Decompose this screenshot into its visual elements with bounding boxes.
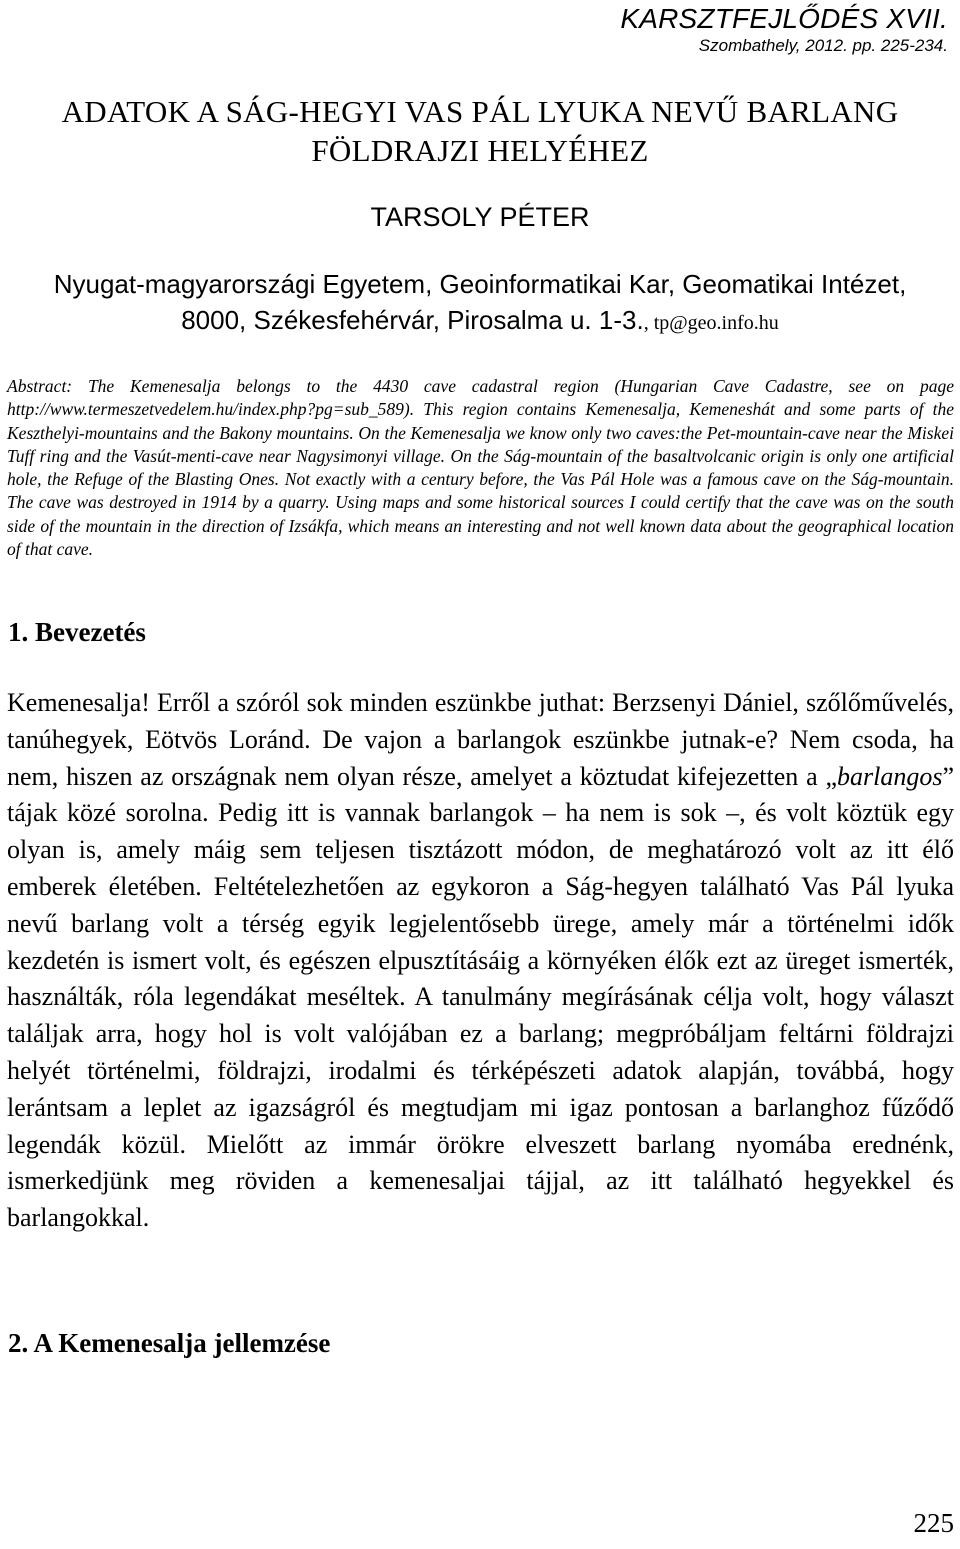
abstract-part-2: On the Kemenesalja we know only two caves:the Pet-mountain-cave near the Miskei Tuff ring and the Vasút-menti-cave near Nagysimonyi village. <box>7 422 954 466</box>
section-heading-introduction: 1. Bevezetés <box>8 617 146 647</box>
author-affiliation <box>0 266 960 341</box>
paragraph-emphasis: barlangos <box>836 761 943 791</box>
page-number: 225 <box>913 1508 954 1538</box>
affiliation-line-2 <box>0 302 960 341</box>
section-heading-kemenesalja: 2. A Kemenesalja jellemzése <box>8 1328 331 1358</box>
affiliation-address: 8000, Székesfehérvár, Pirosalma u. 1-3. <box>181 305 644 335</box>
author-email: , tp@geo.info.hu <box>643 312 779 334</box>
abstract-part-1: Abstract: The Kemenesalja belongs to the 4430 cave cadastral region (Hungarian Cave Cadastre, see on page http://www.termeszetvedelem.hu/index.php?pg=sub_589). This region contains Kemenesalja, Kemeneshát and some parts of the Keszthelyi-mountains and the Bakony mountains. <box>7 376 954 443</box>
introduction-paragraph <box>7 685 954 1237</box>
journal-header <box>620 0 948 56</box>
paper-title-line-1: ADATOK A SÁG-HEGYI VAS PÁL LYUKA NEVŰ BARLANG <box>61 94 899 129</box>
paper-title-line-2: FÖLDRAJZI HELYÉHEZ <box>311 133 649 168</box>
paper-title <box>0 92 960 170</box>
journal-series-title: KARSZTFEJLŐDÉS XVII. <box>620 3 948 34</box>
abstract-part-4: Not exactly with a century before, the Vas Pál Hole was a famous cave on the Ság-mountain. <box>284 469 955 490</box>
abstract-part-5: The cave was destroyed in 1914 by a quarry. <box>7 492 330 513</box>
author-name: TARSOLY PÉTER <box>370 202 590 232</box>
affiliation-line-1: Nyugat-magyarországi Egyetem, Geoinformatikai Kar, Geomatikai Intézet, <box>53 269 907 299</box>
paragraph-text-start: Kemenesalja! Erről a szóról sok minden eszünkbe juthat: Berzsenyi Dániel, szőlőművelés, tanúhegyek, Eötvös Loránd. De vajon a barlangok eszünkbe jutnak-e? Nem csoda, ha nem, hiszen az országnak nem olyan része, amelyet a köztudat kifejezetten a „ <box>7 688 954 791</box>
abstract-part-6: Using maps and some historical sources I could certify that the cave was on the south side of the mountain in the direction of Izsákfa, which means an interesting and not well known data about the geographical location of that cave. <box>7 492 954 560</box>
paragraph-text-end: ” tájak közé sorolna. Pedig itt is vannak barlangok – ha nem is sok –, és volt köztük egy olyan is, amely máig sem teljesen tisztázott módon, de meghatározó volt az itt élő emberek életében. Feltételezhetően az egykoron a Ság-hegyen található Vas Pál lyuka nevű barlang volt a térség egyik legjelentősebb üregе, amely már a történelmi idők kezdetén is ismert volt, és egészen elpusztításáig a környéken élők ezt az üreget ismerték, használták, róla legendákat meséltek. A tanulmány megírásának célja volt, hogy választ találjak arra, hogy hol is volt valójában ez a barlang; megpróbáljam feltárni földrajzi helyét történelmi, földrajzi, irodalmi és térképészeti adatok alapján, továbbá, hogy lerántsam a leplet az igazságról és megtudjam mi igaz pontosan a barlanghoz fűződő legendák közül. Mielőtt az immár örökre elveszett barlang nyomába erednénk, ismerkedjünk meg röviden a kemenesaljai tájjal, az itt található hegyekkel és barlangokkal. <box>7 761 954 1233</box>
abstract-part-3: On the Ság-mountain of the basaltvolcanic origin is only one artificial hole, the Refuge of the Blasting Ones. <box>7 445 954 490</box>
journal-venue: Szombathely, 2012. pp. 225-234. <box>698 36 948 55</box>
abstract <box>7 375 954 561</box>
